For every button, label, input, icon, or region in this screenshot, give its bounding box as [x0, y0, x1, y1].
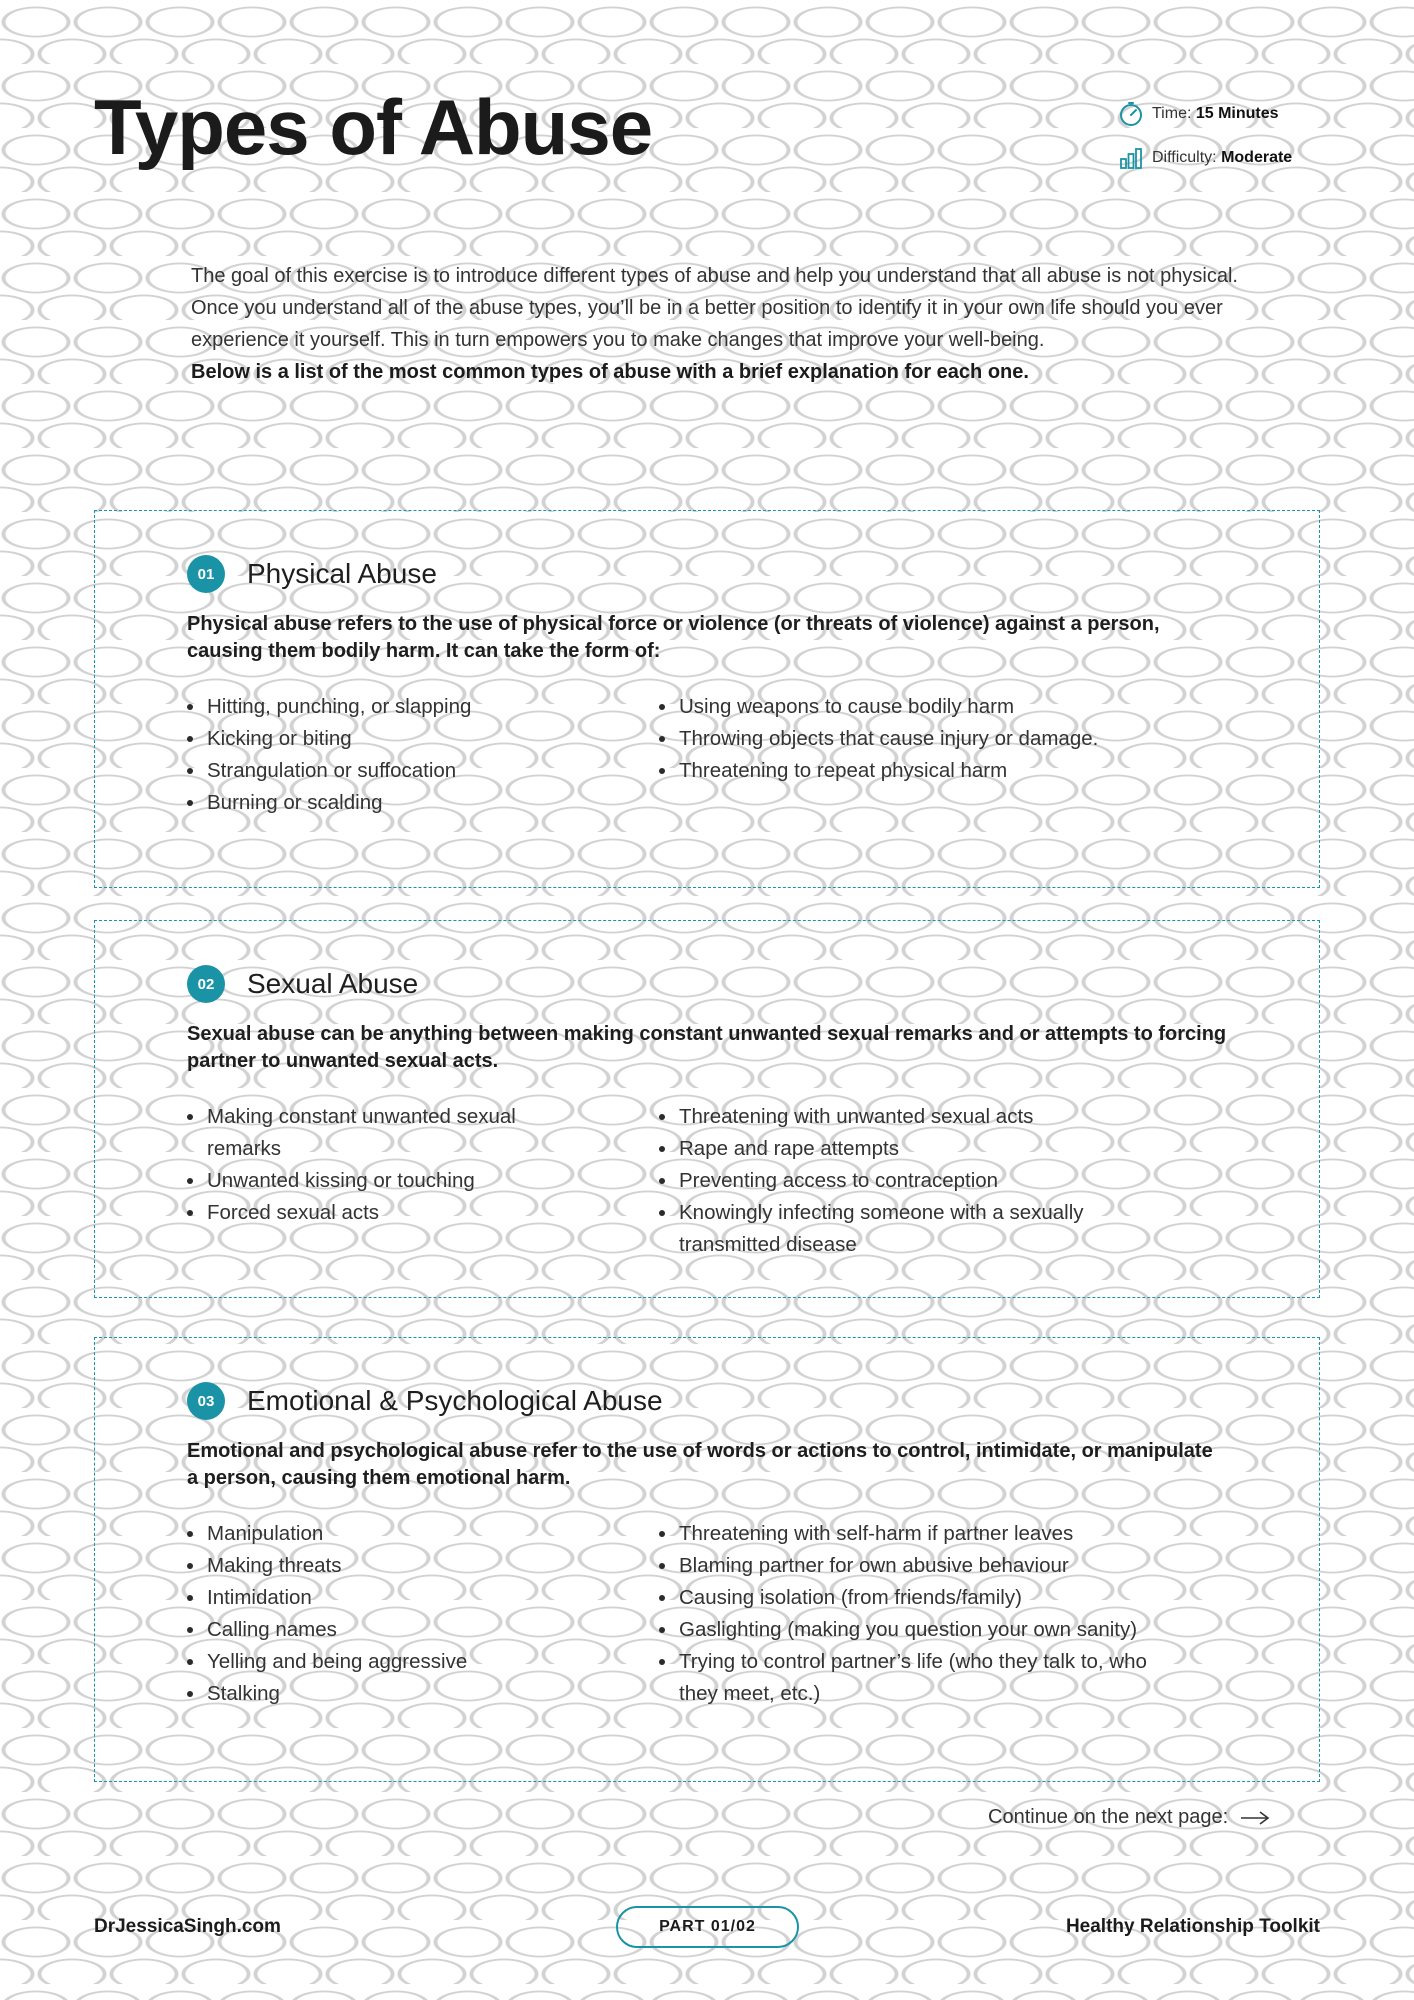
list-item: Throwing objects that cause injury or damage.	[659, 723, 1199, 755]
time-info	[1118, 100, 1292, 128]
bullet-list-right	[659, 1518, 1179, 1710]
list-item: Making threats	[187, 1550, 617, 1582]
bullet-list-right	[659, 691, 1199, 787]
list-item: Making constant unwanted sexual remarks	[187, 1101, 587, 1165]
list-item: Forced sexual acts	[187, 1197, 587, 1229]
bullet-list-left	[187, 1101, 587, 1229]
list-item: Causing isolation (from friends/family)	[659, 1582, 1179, 1614]
exercise-meta	[1118, 100, 1292, 188]
intro-paragraph: The goal of this exercise is to introduce different types of abuse and help you understand that all abuse is not physical. Once you understand all of the abuse types, you’ll be in a better position to identify it in your own life should you ever experience it yourself. This in turn empowers you to make changes that improve your well-being.	[191, 265, 1238, 351]
list-item: Yelling and being aggressive	[187, 1646, 617, 1678]
difficulty-label: Difficulty:	[1152, 149, 1217, 166]
list-item: Calling names	[187, 1614, 617, 1646]
list-item: Burning or scalding	[187, 787, 617, 819]
difficulty-value: Moderate	[1221, 149, 1293, 166]
stopwatch-icon	[1118, 101, 1144, 127]
section-description: Physical abuse refers to the use of physical force or violence (or threats of violence) against a person, causing them bodily harm. It can take the form of:	[187, 613, 1160, 662]
continue-next-page[interactable]	[988, 1806, 1270, 1829]
list-item: Trying to control partner’s life (who they talk to, who they meet, etc.)	[659, 1646, 1179, 1710]
section-title: Physical Abuse	[247, 558, 437, 589]
bullet-list-left	[187, 1518, 617, 1710]
list-item: Rape and rape attempts	[659, 1133, 1169, 1165]
website-link[interactable]: DrJessicaSingh.com	[94, 1916, 281, 1937]
section-header	[187, 1382, 663, 1420]
toolkit-name: Healthy Relationship Toolkit	[1065, 1916, 1320, 1937]
list-item: Using weapons to cause bodily harm	[659, 691, 1199, 723]
list-item: Stalking	[187, 1678, 617, 1710]
list-item: Manipulation	[187, 1518, 617, 1550]
bullet-list-right	[659, 1101, 1169, 1261]
time-value: 15 Minutes	[1195, 105, 1279, 122]
intro	[191, 260, 1241, 388]
section-description: Sexual abuse can be anything between making constant unwanted sexual remarks and or attempts to forcing partner to unwanted sexual acts.	[187, 1023, 1227, 1072]
bullet-list-left	[187, 691, 617, 819]
section-emotional-psychological-abuse	[94, 1337, 1320, 1782]
section-number-badge: 01	[187, 555, 225, 593]
list-item: Hitting, punching, or slapping	[187, 691, 617, 723]
list-item: Threatening with self-harm if partner leaves	[659, 1518, 1179, 1550]
page-title: Types of Abuse	[94, 83, 653, 171]
list-item: Strangulation or suffocation	[187, 755, 617, 787]
list-item: Threatening with unwanted sexual acts	[659, 1101, 1169, 1133]
intro-lead: Below is a list of the most common types of abuse with a brief explanation for each one.	[191, 361, 1029, 383]
list-item: Kicking or biting	[187, 723, 617, 755]
section-description: Emotional and psychological abuse refer to the use of words or actions to control, intimidate, or manipulate a person, causing them emotional harm.	[187, 1440, 1213, 1489]
difficulty-info	[1118, 144, 1292, 172]
section-header	[187, 555, 437, 593]
list-item: Threatening to repeat physical harm	[659, 755, 1199, 787]
continue-text: Continue on the next page:	[988, 1806, 1229, 1828]
list-item: Blaming partner for own abusive behaviour	[659, 1550, 1179, 1582]
section-title: Emotional & Psychological Abuse	[247, 1385, 663, 1416]
part-indicator: PART 01/02	[616, 1906, 799, 1948]
list-item: Intimidation	[187, 1582, 617, 1614]
section-physical-abuse	[94, 510, 1320, 888]
list-item: Gaslighting (making you question your own sanity)	[659, 1614, 1179, 1646]
section-title: Sexual Abuse	[247, 968, 419, 999]
section-sexual-abuse	[94, 920, 1320, 1298]
arrow-right-icon	[1240, 1810, 1270, 1826]
time-label: Time:	[1152, 105, 1192, 122]
section-number-badge: 03	[187, 1382, 225, 1420]
list-item: Unwanted kissing or touching	[187, 1165, 587, 1197]
section-number-badge: 02	[187, 965, 225, 1003]
section-header	[187, 965, 418, 1003]
list-item: Preventing access to contraception	[659, 1165, 1169, 1197]
list-item: Knowingly infecting someone with a sexually transmitted disease	[659, 1197, 1169, 1261]
bar-chart-icon	[1118, 145, 1144, 171]
